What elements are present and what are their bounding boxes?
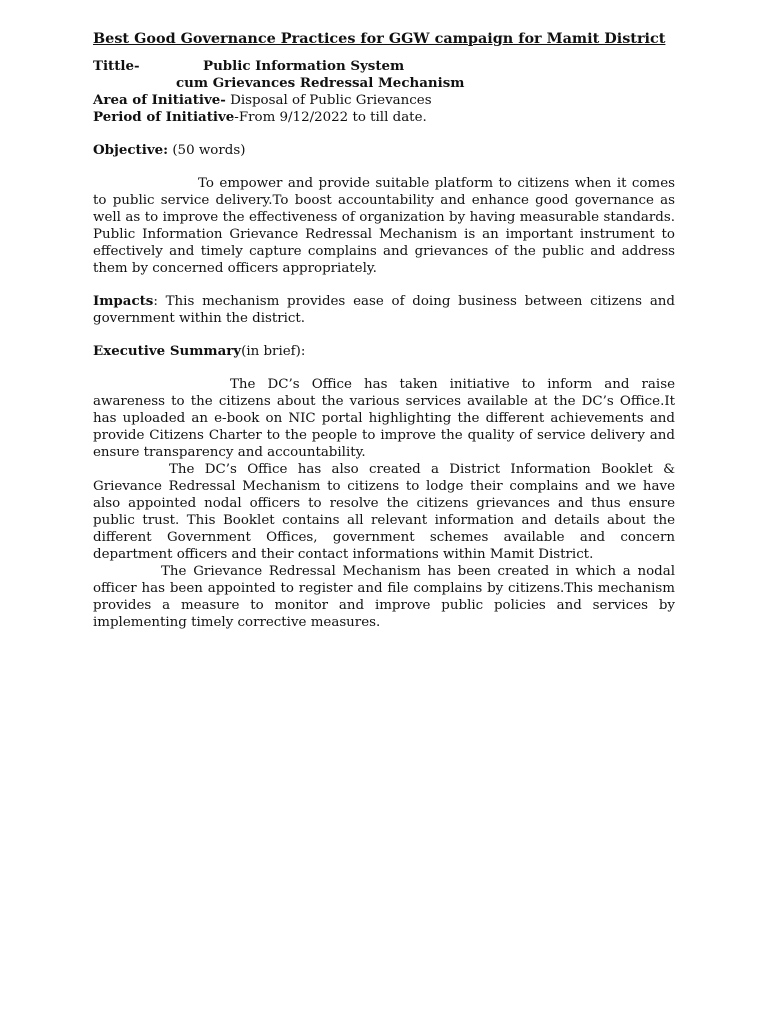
objective-paragraph: To empower and provide suitable platform to citizens when it comes to public service delivery.To boost accountability and enhance good governance as well as to improve the effectiveness of organization by having measurable standards. Public Information Grievance Redressal Mechanism is an important instrument to effectively and timely capture complains and grievances of the public and address them by concerned officers appropriately.	[93, 176, 675, 276]
title-row	[93, 58, 675, 75]
period-row	[93, 109, 675, 126]
impacts-label: Impacts	[93, 293, 154, 309]
summary-heading	[93, 343, 675, 360]
period-value: -From 9/12/2022 to till date.	[234, 110, 427, 125]
summary-paragraph-2: The DC’s Office has also created a District Information Booklet & Grievance Redressal Mechanism to citizens to lodge their complains and we have also appointed nodal officers to resolve the citizens grievances and thus ensure public trust. This Booklet contains all relevant information and details about the different Government Offices, government schemes available and concern department officers and their contact informations within Mamit District.	[93, 462, 675, 562]
summary-note: (in brief):	[241, 344, 306, 359]
title-line-2: cum Grievances Redressal Mechanism	[176, 75, 465, 91]
document-heading: Best Good Governance Practices for GGW campaign for Mamit District	[93, 30, 666, 47]
impacts-paragraph	[93, 293, 675, 327]
area-label: Area of Initiative-	[93, 92, 226, 108]
objective-heading	[93, 142, 675, 159]
summary-paragraph-3: The Grievance Redressal Mechanism has been created in which a nodal officer has been appointed to register and file complains by citizens.This mechanism provides a measure to monitor and improve public policies and services by implementing timely corrective measures.	[93, 564, 675, 630]
objective-label: Objective:	[93, 142, 169, 158]
area-value: Disposal of Public Grievances	[225, 93, 432, 108]
summary-paragraph-1: The DC’s Office has taken initiative to inform and raise awareness to the citizens about the various services available at the DC’s Office.It has uploaded an e-book on NIC portal highlighting the different achievements and provide Citizens Charter to the people to improve the quality of service delivery and ensure transparency and accountability.	[93, 377, 675, 460]
objective-note: (50 words)	[168, 143, 246, 158]
document-page	[93, 30, 675, 631]
period-label: Period of Initiative	[93, 109, 235, 125]
title-line-1: Public Information System	[203, 58, 405, 74]
summary-label: Executive Summary	[93, 343, 242, 359]
area-row	[93, 92, 675, 109]
impacts-text: : This mechanism provides ease of doing business between citizens and government within the district.	[93, 294, 675, 326]
title-label: Tittle-	[93, 58, 140, 74]
